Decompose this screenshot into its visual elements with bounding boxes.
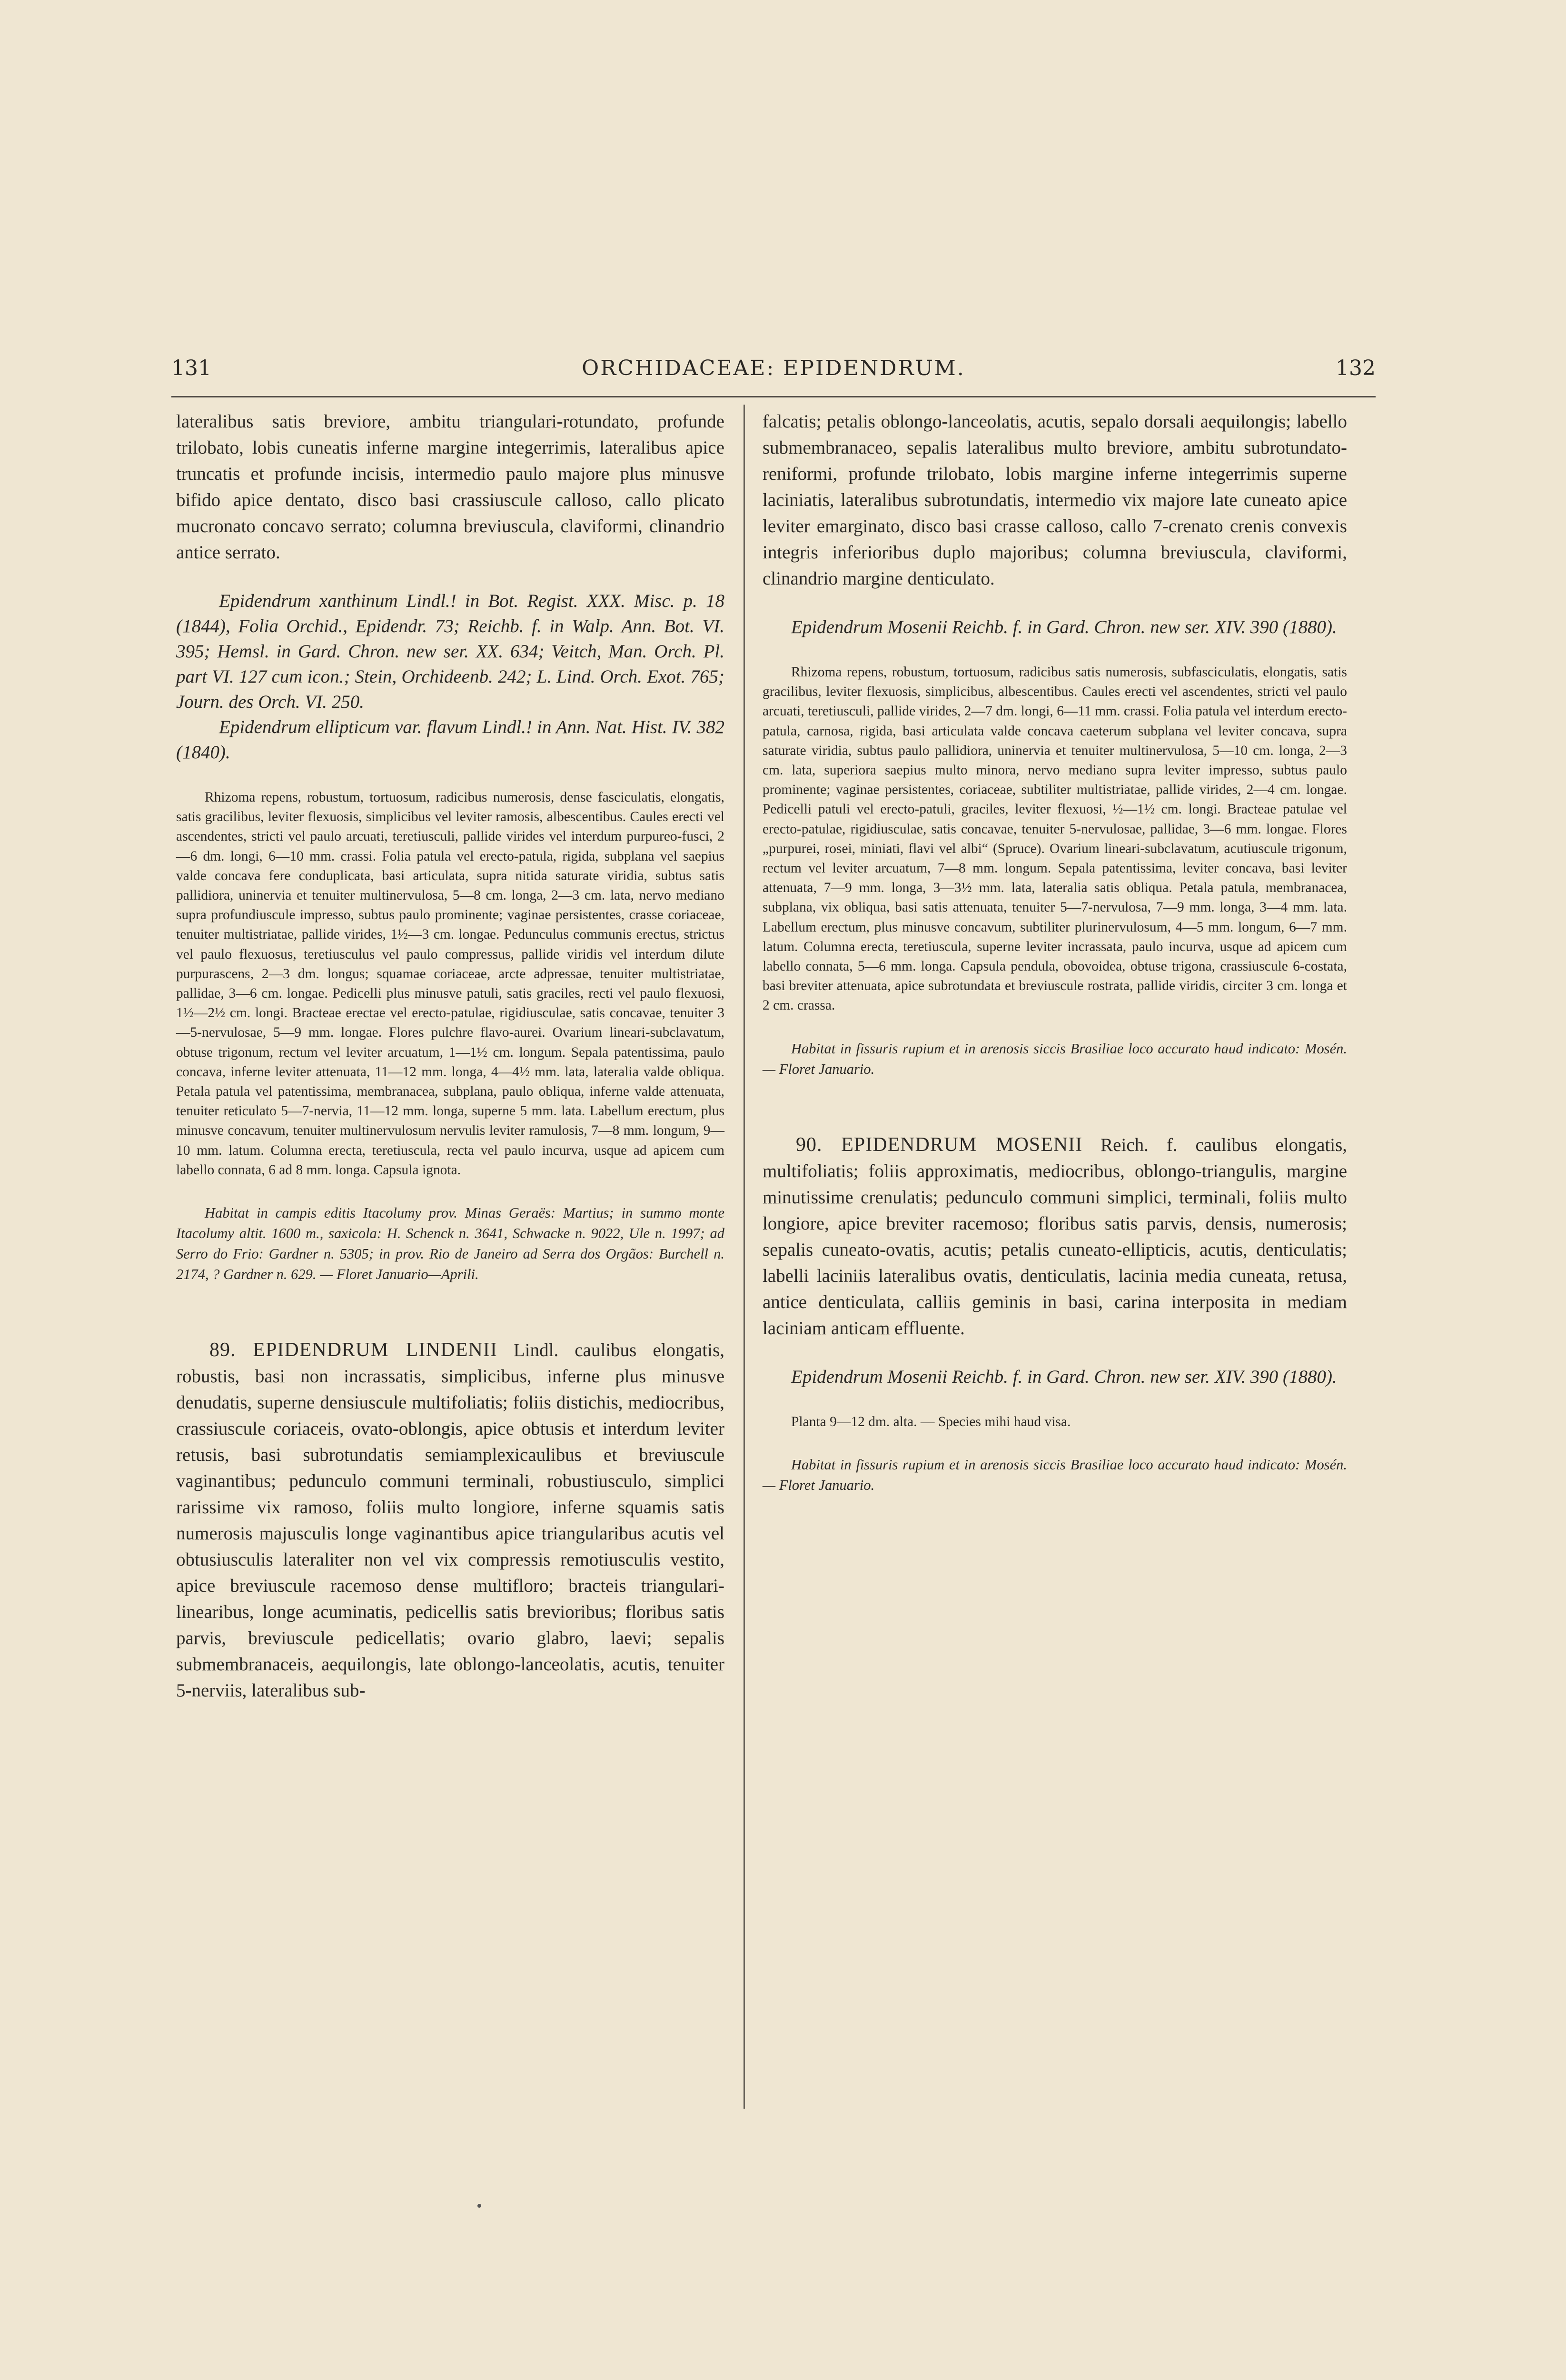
species-90-planta: Planta 9—12 dm. alta. — Species mihi haud visa. xyxy=(791,1414,1071,1429)
page-header xyxy=(171,356,1376,394)
running-title: ORCHIDACEAE: EPIDENDRUM. xyxy=(582,356,965,380)
page-number-right: 132 xyxy=(1336,356,1376,380)
species-89-author: Lindl. xyxy=(513,1340,559,1361)
species-90-habitat: Habitat in fissuris rupium et in arenosis siccis Brasiliae loco accurato haud indicato: Mosén. — Floret Januario. xyxy=(763,1456,1347,1493)
header-rule xyxy=(171,396,1376,397)
species-90-citation: Epidendrum Mosenii Reichb. f. in Gard. Chron. new ser. XIV. 390 (1880). xyxy=(791,1366,1337,1387)
page-number-left: 131 xyxy=(171,356,211,380)
right-citation-1: Epidendrum Mosenii Reichb. f. in Gard. Chron. new ser. XIV. 390 (1880). xyxy=(791,617,1337,637)
left-citation-1: Epidendrum xanthinum Lindl.! in Bot. Regist. XXX. Misc. p. 18 (1844), Folia Orchid., Epidendr. 73; Reichb. f. in Walp. Ann. Bot. VI. 395; Hemsl. in Gard. Chron. new ser. XX. 634; Veitch, Man. Orch. Pl. part VI. 127 cum icon.; Stein, Orchideenb. 242; L. Lind. Orch. Exot. 765; Journ. des Orch. VI. 250. xyxy=(176,591,724,712)
right-habitat: Habitat in fissuris rupium et in arenosis siccis Brasiliae loco accurato haud indicato: Mosén. — Floret Januario. xyxy=(763,1040,1347,1077)
species-90-name: 90. EPIDENDRUM MOSENII xyxy=(796,1133,1083,1156)
page-mark xyxy=(477,2204,481,2208)
left-description: Rhizoma repens, robustum, tortuosum, radicibus numerosis, dense fasciculatis, elongatis, satis gracilibus, leviter flexuosis, simplicibus vel leviter ramosis, albescentibus. Caules erecti vel ascendentes, stricti vel paulo arcuati, teretiusculi, pallide virides vel interdum purpureo-fusci, 2—6 dm. longi, 6—10 mm. crassi. Folia patula vel erecto-patula, rigida, subplana vel saepius valde concava fere conduplicata, basi articulata, supra nitida saturate viridia, subtus satis pallidiora, uninervia et tenuiter multinervulosa, 5—8 cm. longa, 2—3 cm. lata, nervo mediano supra profundiuscule impresso, subtus paulo prominente; vaginae persistentes, crasse coriaceae, tenuiter multistriatae, pallide virides, 1½—3 cm. longae. Pedunculus communis erectus, strictus vel paulo flexuosus, teretiusculus vel paulo compressus, pallide viridis vel interdum dilute purpurascens, 2—3 dm. longus; squamae coriaceae, arcte adpressae, tenuiter multistriatae, pallidae, 3—6 cm. longae. Pedicelli plus minusve patuli, satis graciles, recti vel paulo flexuosi, 1½—2½ cm. longi. Bracteae erectae vel erecto-patulae, rigidiusculae, satis concavae, tenuiter 3—5-nervulosae, 5—9 mm. longae. Flores pulchre flavo-aurei. Ovarium lineari-subclavatum, obtuse trigonum, rectum vel leviter arcuatum, 1—1½ cm. longum. Sepala patentissima, paulo concava, inferne leviter attenuata, 11—12 mm. longa, 4—4½ mm. lata, lateralia valde obliqua. Petala patula vel patentissima, membranacea, subplana, paulo obliqua, inferne valde attenuata, tenuiter reticulato 5—7-nervia, 11—12 mm. longa, superne 5 mm. lata. Labellum erectum, plus minusve concavum, tenuiter multinervulosum nervulis leviter ramulosis, 7—8 mm. longum, 9—10 mm. latum. Columna erecta, teretiuscula, recta vel paulo incurva, usque ad apicem cum labello connata, 6 ad 8 mm. longa. Capsula ignota. xyxy=(176,790,724,1178)
left-habitat: Habitat in campis editis Itacolumy prov. Minas Geraës: Martius; in summo monte Itacolumy altit. 1600 m., saxicola: H. Schenck n. 3641, Schwacke n. 9022, Ule n. 1997; ad Serro do Frio: Gardner n. 5305; in prov. Rio de Janeiro ad Serra dos Orgãos: Burchell n. 2174, ? Gardner n. 629. — Floret Januario—Aprili. xyxy=(176,1205,724,1283)
left-citation-2: Epidendrum ellipticum var. flavum Lindl.! in Ann. Nat. Hist. IV. 382 (1840). xyxy=(176,717,724,763)
species-90-author: Reich. f. xyxy=(1100,1134,1178,1155)
right-continuation-text: falcatis; petalis oblongo-lanceolatis, acutis, sepalo dorsali aequilongis; labello submembranaceo, sepalis lateralibus multo breviore, ambitu subrotundato-reniformi, profunde trilobato, lobis margine inferne integerrimis superne laciniatis, lateralibus subrotundatis, intermedio vix majore late cuneato apice leviter emarginato, disco basi crasse calloso, callo 7-crenato crenis convexis integris inferioribus duplo majoribus; columna breviuscula, claviformi, clinandrio margine denticulato. xyxy=(763,411,1347,589)
species-89-entry xyxy=(176,1337,724,1704)
right-description: Rhizoma repens, robustum, tortuosum, radicibus satis numerosis, subfasciculatis, elongatis, satis gracilibus, leviter flexuosis, simplicibus, albescentibus. Caules erecti vel ascendentes, stricti vel paulo arcuati, teretiusculi, pallide virides, 2—7 dm. longi, 6—11 mm. crassi. Folia patula vel interdum erecto-patula, carnosa, rigida, basi articulata valde concava caeterum subplana vel leviter concava, supra saturate viridia, subtus paulo pallidiora, uninervia et tenuiter multinervulosa, 5—10 cm. longa, 2—3 cm. lata, superiora saepius multo minora, nervo mediano supra leviter impresso, subtus paulo prominente; vaginae persistentes, coriaceae, subtiliter multistriatae, pallide virides, 2—4 cm. longae. Pedicelli patuli vel erecto-patuli, graciles, leviter flexuosi, ½—1½ cm. longi. Bracteae patulae vel erecto-patulae, rigidiusculae, satis concavae, tenuiter 5-nervulosae, pallidae, 3—6 mm. longae. Flores „purpurei, rosei, miniati, flavi vel albi“ (Spruce). Ovarium lineari-subclavatum, acutiuscule trigonum, rectum vel leviter arcuatum, 7—8 mm. longum. Sepala patentissima, leviter concava, basi leviter attenuata, 7—9 mm. longa, 3—3½ mm. lata, lateralia satis obliqua. Petala patula, membranacea, subplana, vix obliqua, basi satis attenuata, tenuiter 5—7-nervulosa, 7—9 mm. longa, 3—4 mm. lata. Labellum erectum, plus minusve concavum, subtiliter plurinervulosum, 4—5 mm. longum, 6—7 mm. latum. Columna erecta, teretiuscula, superne leviter incrassata, paulo incurva, usque ad apicem cum labello connata, 5—6 mm. longa. Capsula pendula, obovoidea, obtuse trigona, crassiuscule 6-costata, basi breviter attenuata, apice subrotundata et breviuscule rostrata, pallide viridis, circiter 3 cm. longa et 2 cm. crassa. xyxy=(763,664,1347,1013)
right-column xyxy=(763,408,1347,1496)
left-continuation-text: lateralibus satis breviore, ambitu triangulari-rotundato, profunde trilobato, lobis cuneatis inferne margine integerrimis, lateralibus apice truncatis et profunde incisis, intermedio paulo majore plus minusve bifido apice dentato, disco basi crassiuscule calloso, callo plicato mucronato concavo serrato; columna breviuscula, claviformi, clinandrio antice serrato. xyxy=(176,411,724,563)
left-column xyxy=(176,408,724,1704)
column-divider xyxy=(743,405,745,2109)
species-89-name: 89. EPIDENDRUM LINDENII xyxy=(209,1339,497,1361)
species-90-diagnosis: caulibus elongatis, multifoliatis; foliis approximatis, mediocribus, oblongo-triangulis, margine minutissime crenulatis; pedunculo communi simplici, terminali, foliis multo longiore, apice breviter racemoso; floribus satis parvis, densis, numerosis; sepalis cuneato-ovatis, acutis; petalis cuneato-ellipticis, acutis, denticulatis; labelli laciniis lateralibus ovatis, denticulatis, lacinia media cuneata, retusa, antice denticulata, calliis geminis in basi, carina interposita in mediam laciniam anticam effluente. xyxy=(763,1134,1347,1339)
species-90-entry xyxy=(763,1132,1347,1341)
species-89-diagnosis: caulibus elongatis, robustis, basi non incrassatis, simplicibus, inferne plus minusve denudatis, superne densiuscule multifoliatis; foliis distichis, mediocribus, crassiuscule coriaceis, ovato-oblongis, apice obtusis et interdum leviter retusis, basi subrotundatis semiamplexicaulibus et breviuscule vaginantibus; pedunculo communi terminali, robustiusculo, simplici rarissime vix ramoso, foliis multo longiore, inferne squamis satis numerosis majusculis longe vaginantibus apice triangularibus acutis vel obtusiusculis lateraliter non vel vix compressis remotiusculis vestito, apice breviuscule racemoso dense multifloro; bracteis triangulari-linearibus, longe acuminatis, pedicellis satis brevioribus; floribus satis parvis, breviuscule pedicellatis; ovario glabro, laevi; sepalis submembranaceis, aequilongis, late oblongo-lanceolatis, acutis, tenuiter 5-nerviis, lateralibus sub- xyxy=(176,1340,725,1701)
